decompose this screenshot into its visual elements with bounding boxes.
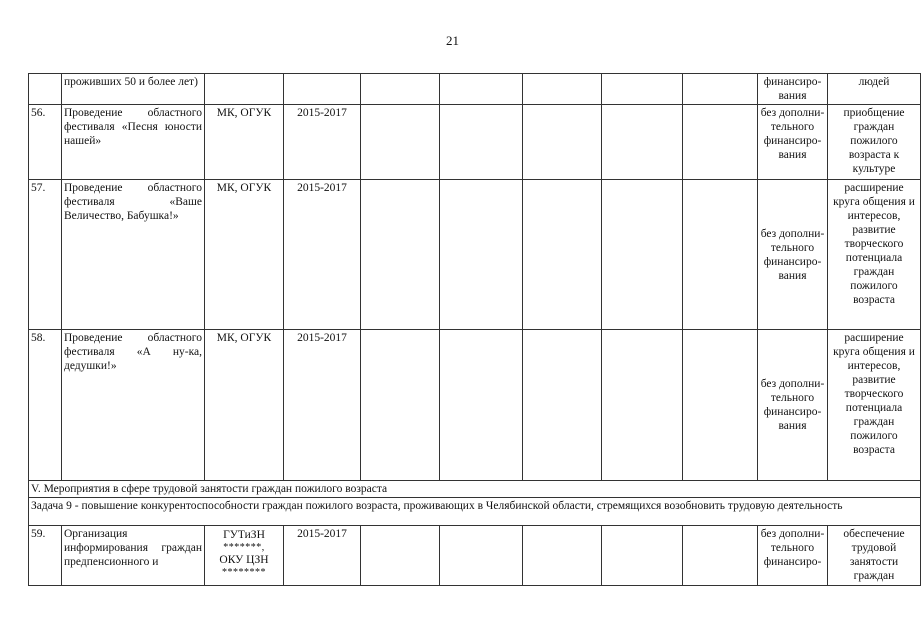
- table-row: [29, 74, 921, 105]
- row-number-cell: 59.: [29, 526, 62, 586]
- executor-stars: *******,: [223, 542, 265, 553]
- executor-cell: МК, ОГУК: [205, 105, 284, 180]
- financing-cell: без дополни-тельного финансиро-вания: [758, 105, 828, 180]
- measures-table: [28, 73, 921, 586]
- empty-cell: [523, 330, 602, 481]
- executor-cell: [205, 526, 284, 586]
- period-cell: 2015-2017: [284, 180, 361, 330]
- financing-cell: финансиро-вания: [758, 74, 828, 105]
- measure-name-cell: Проведение областного фестиваля «А ну-ка, дедушки!»: [62, 330, 205, 481]
- table-row: [29, 105, 921, 180]
- empty-cell: [683, 105, 758, 180]
- empty-cell: [440, 526, 523, 586]
- result-cell: приобщение граждан пожилого возраста к культуре: [828, 105, 921, 180]
- executor-line: ОКУ ЦЗН: [219, 554, 269, 566]
- empty-cell: [523, 526, 602, 586]
- empty-cell: [523, 105, 602, 180]
- section-row: [29, 481, 921, 498]
- executor-stars: ********: [222, 567, 266, 578]
- task-heading: Задача 9 - повышение конкурентоспособности граждан пожилого возраста, проживающих в Челябинской области, стремящихся возобновить трудовую деятельность: [29, 498, 921, 526]
- empty-cell: [361, 526, 440, 586]
- period-cell: 2015-2017: [284, 105, 361, 180]
- measure-name-cell: Проведение областного фестиваля «Песня юности нашей»: [62, 105, 205, 180]
- empty-cell: [683, 526, 758, 586]
- empty-cell: [523, 180, 602, 330]
- empty-cell: [361, 330, 440, 481]
- empty-cell: [602, 526, 683, 586]
- table-row: [29, 180, 921, 330]
- period-cell: [284, 74, 361, 105]
- executor-cell: МК, ОГУК: [205, 330, 284, 481]
- empty-cell: [523, 74, 602, 105]
- row-number-cell: 57.: [29, 180, 62, 330]
- page-number: 21: [446, 33, 459, 48]
- empty-cell: [602, 180, 683, 330]
- empty-cell: [361, 180, 440, 330]
- executor-cell: [205, 74, 284, 105]
- empty-cell: [683, 180, 758, 330]
- task-row: [29, 498, 921, 526]
- empty-cell: [361, 105, 440, 180]
- table-row: [29, 330, 921, 481]
- section-heading: V. Мероприятия в сфере трудовой занятости граждан пожилого возраста: [29, 481, 921, 498]
- financing-cell: без дополни-тельного финансиро-вания: [758, 180, 828, 330]
- result-cell: расширение круга общения и интересов, развитие творческого потенциала граждан пожилого возраста: [828, 180, 921, 330]
- row-number-cell: [29, 74, 62, 105]
- empty-cell: [602, 74, 683, 105]
- measure-name-cell: проживших 50 и более лет): [62, 74, 205, 105]
- empty-cell: [440, 74, 523, 105]
- result-cell: обеспечение трудовой занятости граждан: [828, 526, 921, 586]
- empty-cell: [440, 105, 523, 180]
- period-cell: 2015-2017: [284, 526, 361, 586]
- measure-name-cell: Организация информирования граждан предпенсионного и: [62, 526, 205, 586]
- result-cell: расширение круга общения и интересов, развитие творческого потенциала граждан пожилого возраста: [828, 330, 921, 481]
- result-cell: людей: [828, 74, 921, 105]
- empty-cell: [602, 105, 683, 180]
- empty-cell: [440, 180, 523, 330]
- empty-cell: [440, 330, 523, 481]
- period-cell: 2015-2017: [284, 330, 361, 481]
- empty-cell: [683, 330, 758, 481]
- row-number-cell: 58.: [29, 330, 62, 481]
- executor-cell: МК, ОГУК: [205, 180, 284, 330]
- empty-cell: [602, 330, 683, 481]
- row-number-cell: 56.: [29, 105, 62, 180]
- executor-line: ГУТиЗН: [223, 529, 265, 541]
- financing-cell: без дополни-тельного финансиро-вания: [758, 330, 828, 481]
- table-row: [29, 526, 921, 586]
- empty-cell: [683, 74, 758, 105]
- measure-name-cell: Проведение областного фестиваля «Ваше Величество, Бабушка!»: [62, 180, 205, 330]
- financing-cell: без дополни-тельного финансиро-: [758, 526, 828, 586]
- empty-cell: [361, 74, 440, 105]
